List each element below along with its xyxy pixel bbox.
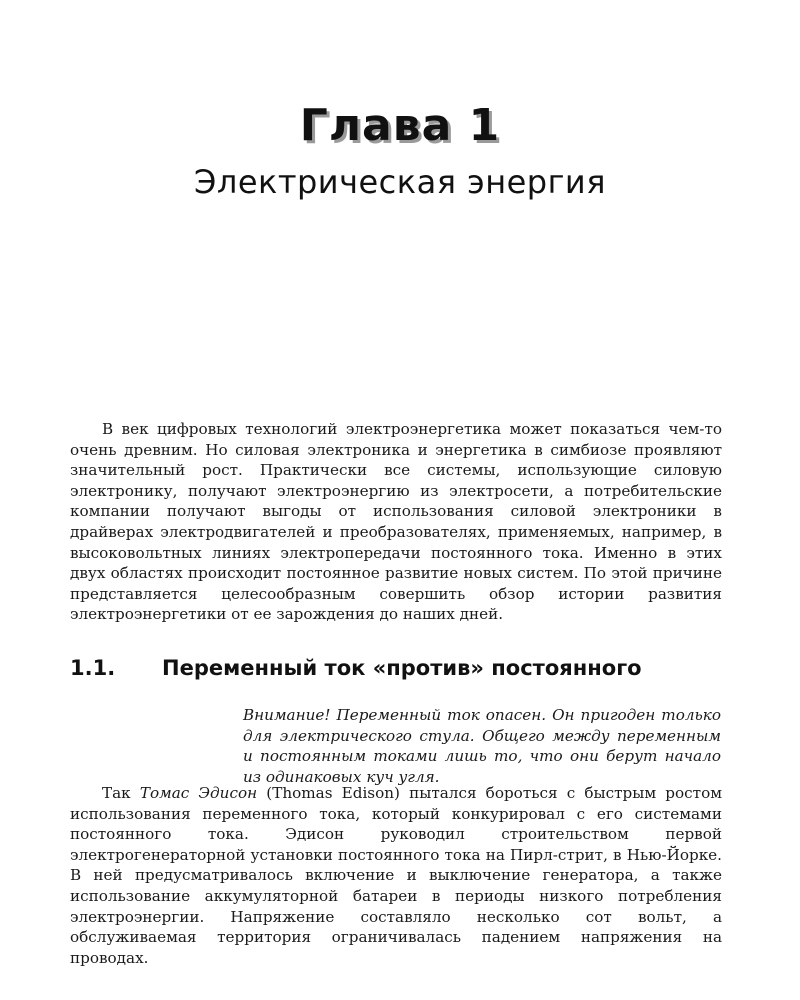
chapter-title: Электрическая энергия — [194, 163, 606, 201]
body-paragraph — [70, 783, 722, 968]
intro-paragraph: В век цифровых технологий электроэнергетика может показаться чем-то очень древним. Но силовая электроника и энергетика в симбиозе проявляют значительный рост. Практически все системы, использующие силовую электронику, получают электроэнергию из электросети, а потребительские компании получают выгоды от использования силовой электроники в драйверах электродвигателей и преобразователях, применяемых, например, в высоковольтных линиях электропередачи постоянного тока. Именно в этих двух областях происходит постоянное развитие новых систем. По этой причине представляется целесообразным совершить обзор истории развития электроэнергетики от ее зарождения до наших дней. — [70, 420, 722, 624]
person-name-ru: Томас Эдисон — [139, 784, 258, 802]
intro-section — [70, 419, 722, 625]
chapter-label: Глава 1 — [299, 100, 501, 151]
epigraph: Внимание! Переменный ток опасен. Он пригоден только для электрического стула. Общего между переменным и постоянным токами лишь то, что они берут начало из одинаковых куч угля. — [243, 706, 721, 786]
section-heading — [70, 656, 730, 680]
person-name-en: (Thomas Edison) — [266, 784, 400, 802]
body-lead: Так — [102, 784, 131, 802]
section-title: Переменный ток «против» постоянного — [162, 656, 642, 680]
section-body — [70, 783, 722, 968]
section-number: 1.1. — [70, 656, 116, 680]
body-rest: пытался бороться с быстрым ростом использования переменного тока, который конкурировал с его системами постоянного тока. Эдисон руководил строительством первой электрогенераторной установки постоянного тока на Пирл-стрит, в Нью-Йорке. В ней предусматривалось включение и выключение генератора, а также использование аккумуляторной батареи в периоды низкого потребления электроэнергии. Напряжение составляло несколько сот вольт, а обслуживаемая территория ограничивалась падением напряжения на проводах. — [70, 784, 723, 967]
